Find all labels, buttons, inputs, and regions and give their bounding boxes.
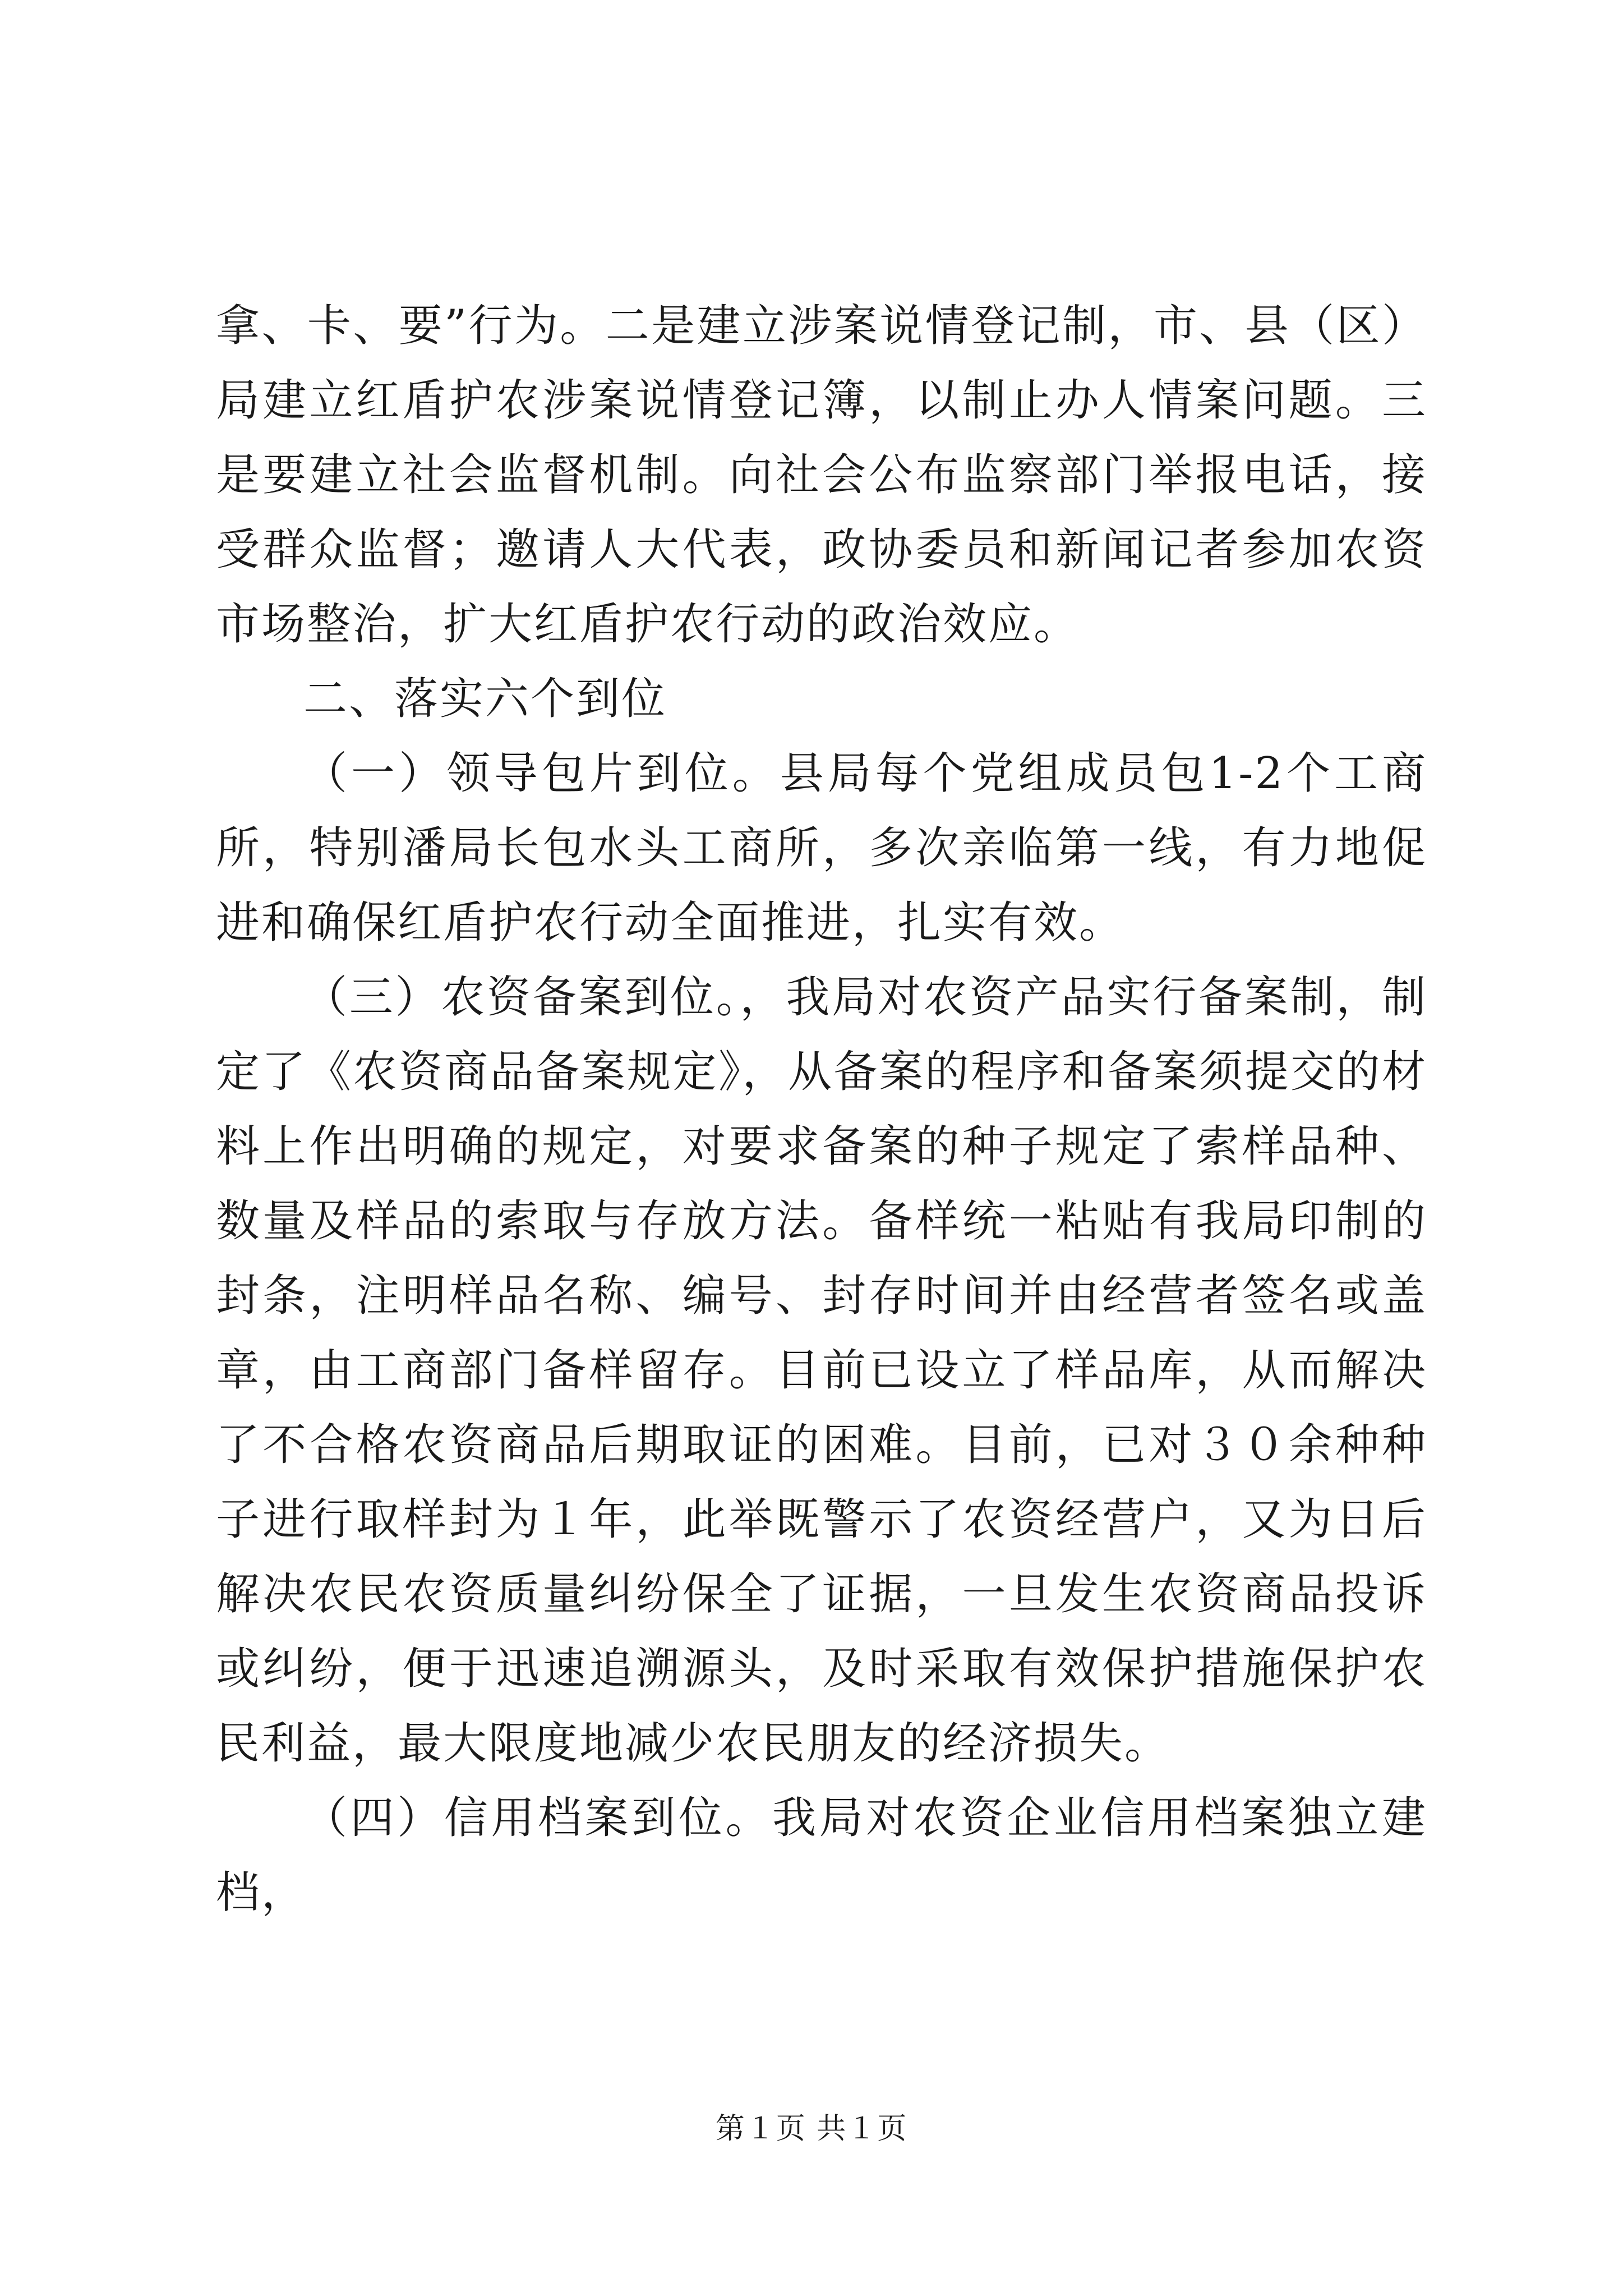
section-heading: 二、落实六个到位 [303,674,667,724]
document-body [216,289,1427,1930]
paragraph-filing: （三）农资备案到位。，我局对农资产品实行备案制，制定了《农资商品备案规定》，从备案的程序和备案须提交的材料上作出明确的规定，对要求备案的种子规定了索样品种、数量及样品的索取与存放方法。备样统一粘贴有我局印制的封条，注明样品名称、编号、封存时间并由经营者签名或盖章，由工商部门备样留存。目前已设立了样品库，从而解决了不合格农资商品后期取证的困难。目前，已对３０余种种子进行取样封为１年，此举既警示了农资经营户，又为日后解决农民农资质量纠纷保全了证据，一旦发生农资商品投诉或纠纷，便于迅速追溯源头，及时采取有效保护措施保护农民利益，最大限度地减少农民朋友的经济损失。 [216,972,1427,1769]
page-footer: 第１页 共１页 [715,2112,908,2146]
paragraph-continuation: 拿、卡、要”行为。二是建立涉案说情登记制，市、县（区）局建立红盾护农涉案说情登记簿，以制止办人情案问题。三是要建立社会监督机制。向社会公布监察部门举报电话，接受群众监督；邀请人大代表，政协委员和新闻记者参加农资市场整治，扩大红盾护农行动的政治效应。 [216,301,1427,650]
paragraph-credit-records: （四）信用档案到位。我局对农资企业信用档案独立建档， [216,1793,1427,1918]
paragraph-leadership: （一）领导包片到位。县局每个党组成员包1-2个工商所，特别潘局长包水头工商所，多次亲临第一线，有力地促进和确保红盾护农行动全面推进，扎实有效。 [216,748,1427,948]
